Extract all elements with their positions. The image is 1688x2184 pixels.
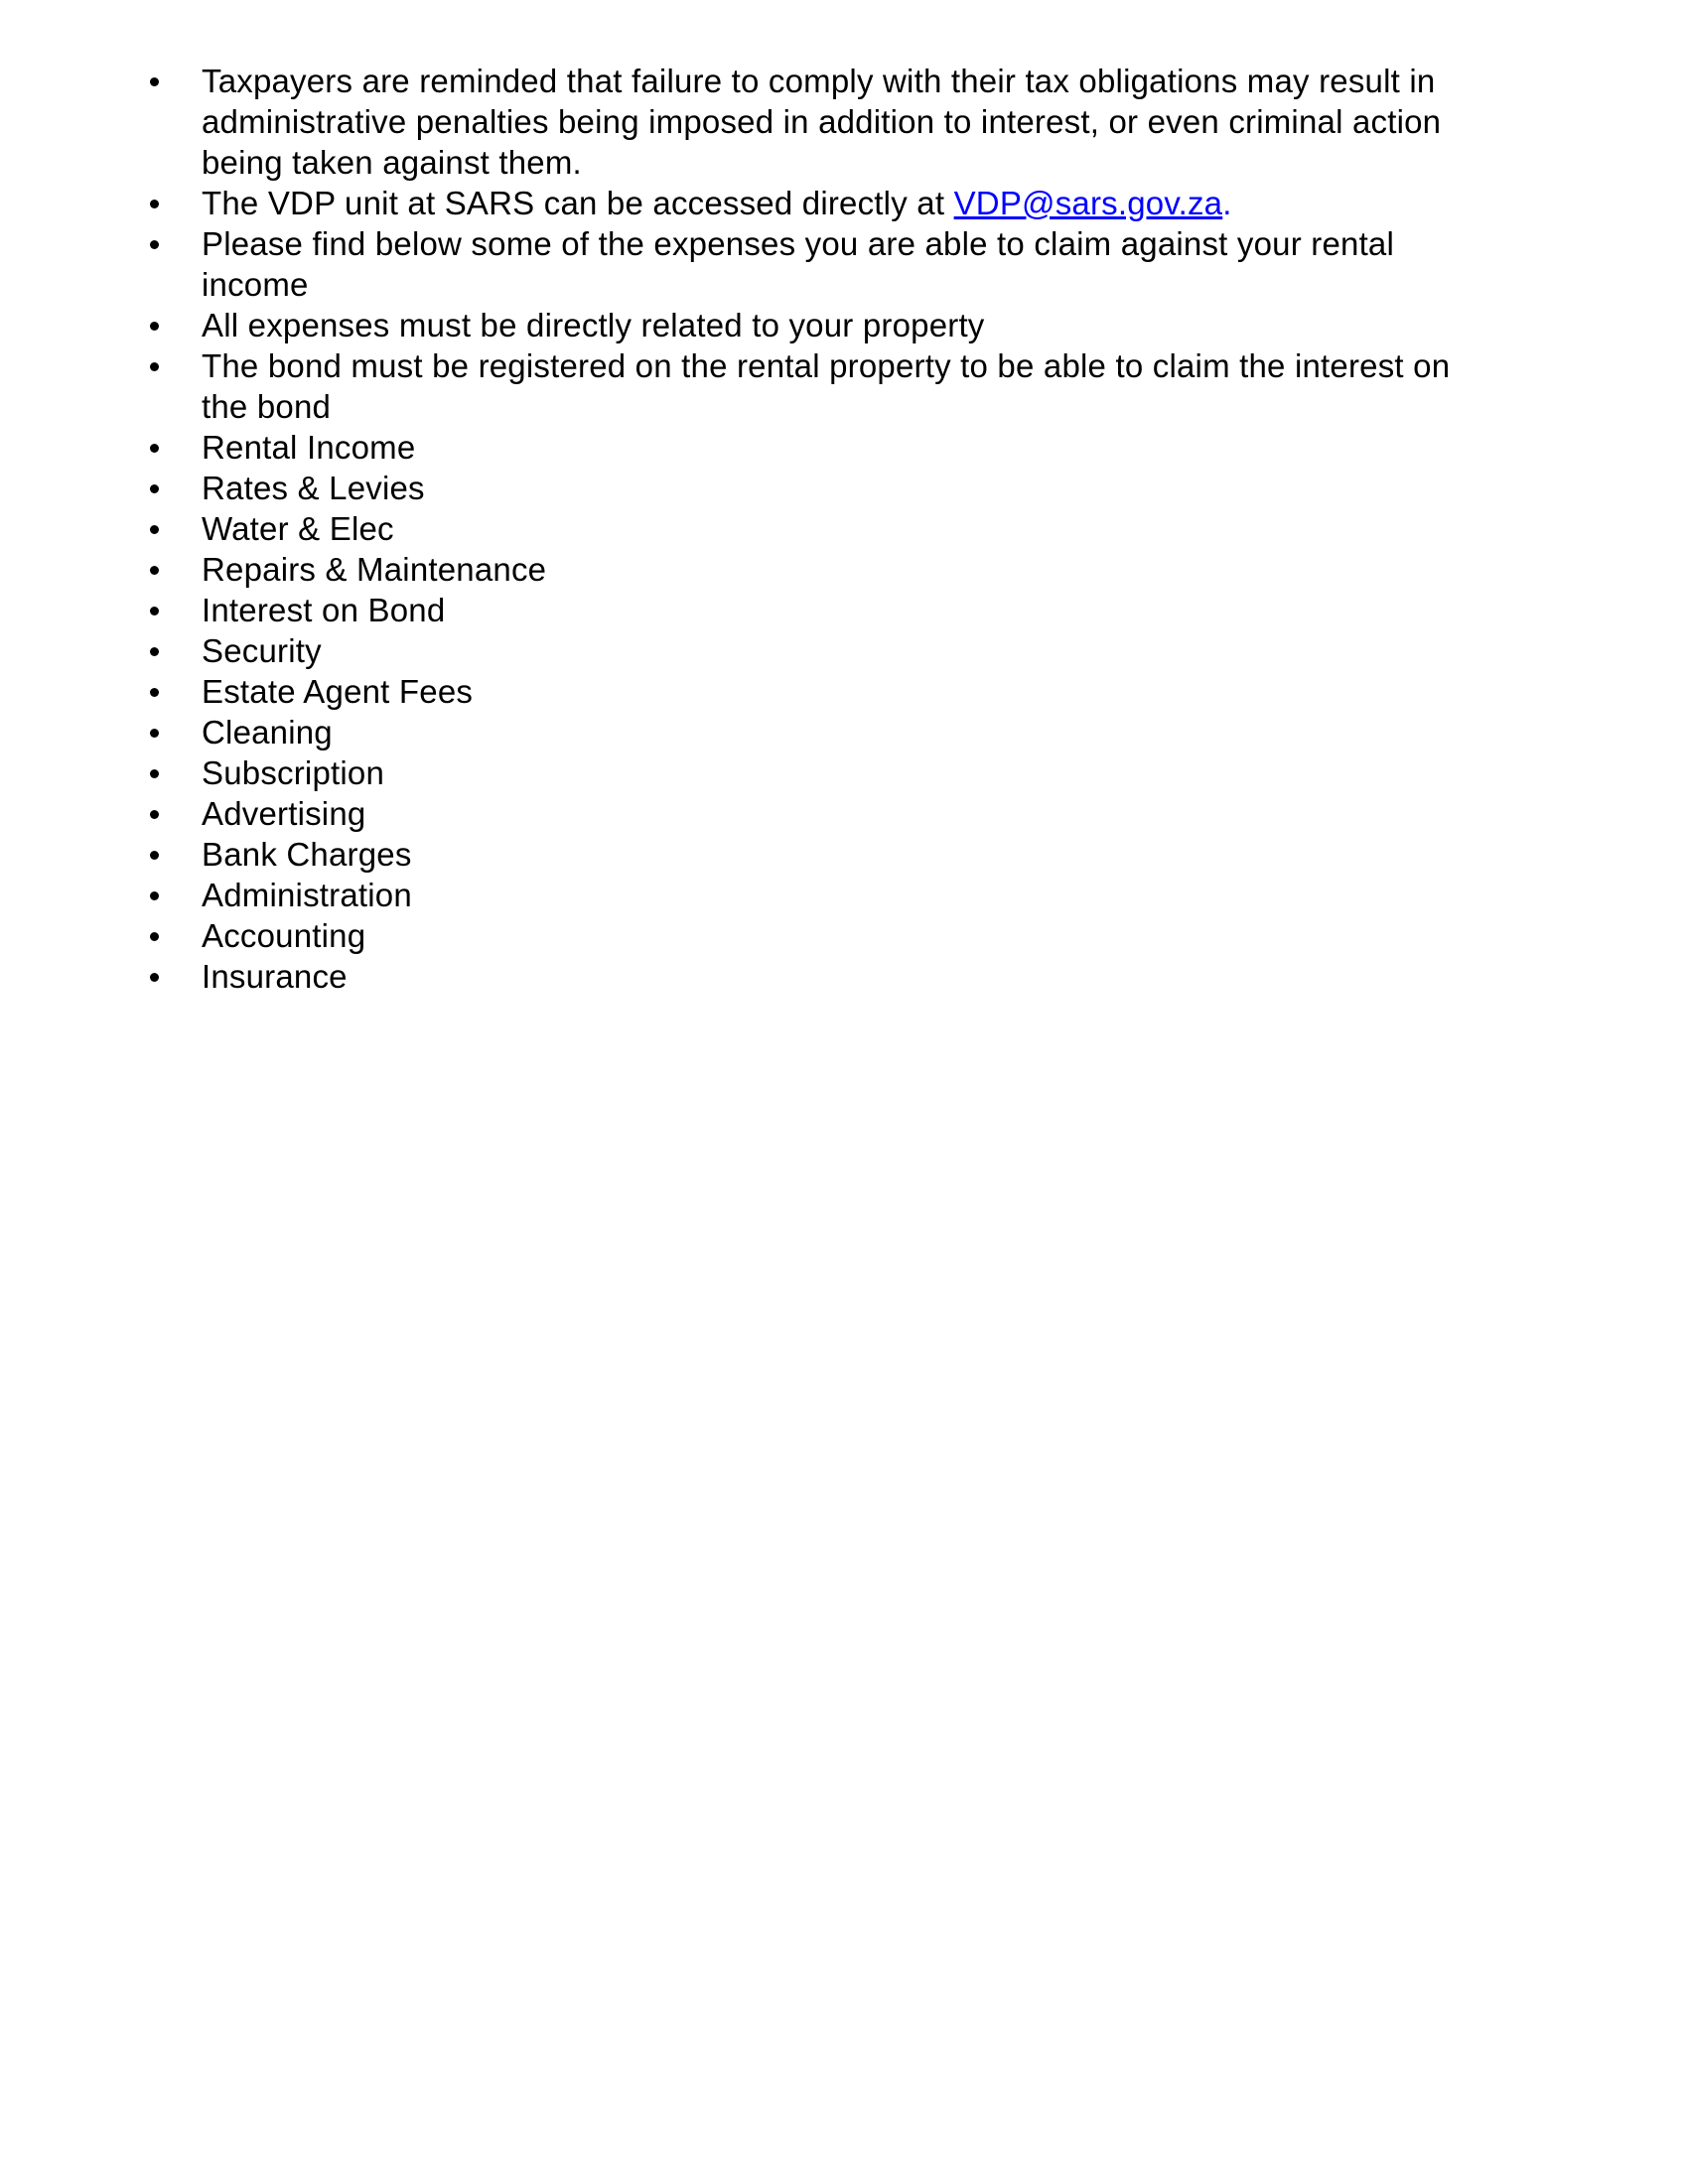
- vdp-email-link[interactable]: VDP@sars.gov.za: [953, 185, 1223, 221]
- list-item-text: Bank Charges: [202, 836, 412, 873]
- bullet-cleaning: [202, 712, 1688, 752]
- bullet-expenses-rule: [202, 305, 1688, 345]
- list-item-text: administrative penalties being imposed in addition to interest, or even criminal action: [202, 103, 1442, 140]
- list-item-text: Accounting: [202, 917, 366, 954]
- list-item-text: The bond must be registered on the rental property to be able to claim the interest on: [202, 347, 1451, 384]
- bullet-rental-income: [202, 427, 1688, 468]
- list-item-text: Interest on Bond: [202, 592, 446, 628]
- bullet-estate-agent-fees: [202, 671, 1688, 712]
- list-item-text: Administration: [202, 877, 412, 913]
- bullet-administration: [202, 875, 1688, 915]
- bullet-accounting: [202, 915, 1688, 956]
- list-item-text: Estate Agent Fees: [202, 673, 474, 710]
- list-item-text: The VDP unit at SARS can be accessed directly at: [202, 185, 954, 221]
- bullet-water-elec: [202, 508, 1688, 549]
- list-item-text: .: [1222, 185, 1232, 221]
- list-item-text: Cleaning: [202, 714, 333, 751]
- list-item-text: All expenses must be directly related to your property: [202, 307, 985, 343]
- bullet-insurance: [202, 956, 1688, 997]
- list-item-text: Subscription: [202, 754, 384, 791]
- list-item-text: Rates & Levies: [202, 470, 425, 506]
- bullet-subscription: [202, 752, 1688, 793]
- bullet-bank-charges: [202, 834, 1688, 875]
- bullet-vdp-contact: [202, 183, 1688, 223]
- bullet-advertising: [202, 793, 1688, 834]
- bullet-bond-rule: [202, 345, 1688, 427]
- bullet-taxpayers-warning: [202, 61, 1688, 183]
- list-item-text: Please find below some of the expenses you are able to claim against your rental: [202, 225, 1395, 262]
- list-item-text: Taxpayers are reminded that failure to comply with their tax obligations may result in: [202, 63, 1436, 99]
- list-item-text: Advertising: [202, 795, 366, 832]
- list-item-text: Rental Income: [202, 429, 416, 466]
- list-item-text: income: [202, 266, 309, 303]
- bullet-interest-on-bond: [202, 590, 1688, 630]
- bullet-security: [202, 630, 1688, 671]
- list-item-text: Insurance: [202, 958, 348, 995]
- list-item-text: the bond: [202, 388, 332, 425]
- bullet-repairs-maintenance: [202, 549, 1688, 590]
- list-item-text: being taken against them.: [202, 144, 582, 181]
- bullet-expenses-intro: [202, 223, 1688, 305]
- bullet-list: [0, 0, 1688, 997]
- bullet-rates-levies: [202, 468, 1688, 508]
- list-item-text: Water & Elec: [202, 510, 394, 547]
- list-item-text: Security: [202, 632, 322, 669]
- list-item-text: Repairs & Maintenance: [202, 551, 547, 588]
